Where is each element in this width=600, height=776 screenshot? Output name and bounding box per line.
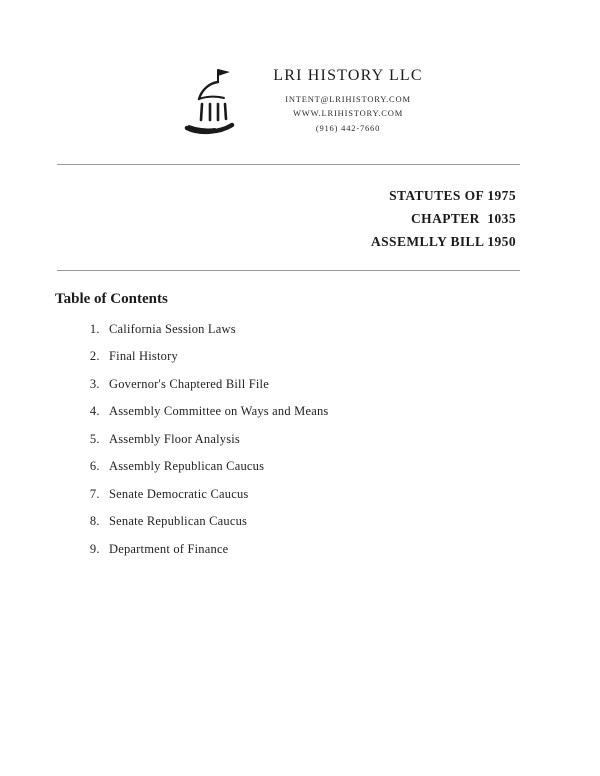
letterhead (0, 0, 600, 140)
toc-item: 1. California Session Laws (103, 322, 600, 337)
toc-title: Table of Contents (55, 290, 168, 307)
chapter-line: CHAPTER 1035 (411, 210, 516, 226)
toc-list (0, 322, 600, 557)
letterhead-text (273, 67, 423, 134)
toc-item: 2. Final History (103, 349, 600, 364)
company-website: WWW.LRIHISTORY.COM (292, 108, 404, 119)
divider-bottom (57, 270, 520, 271)
toc-item: 9. Department of Finance (103, 542, 600, 557)
statutes-line: STATUTES OF 1975 (389, 188, 516, 203)
company-phone: (916) 442-7660 (315, 122, 381, 133)
bill-info (0, 165, 600, 254)
toc-item: 8. Senate Republican Caucus (103, 514, 600, 529)
toc-item: 4. Assembly Committee on Ways and Means (103, 404, 600, 419)
company-email: INTENT@LRIHISTORY.COM (285, 94, 411, 105)
toc-item: 5. Assembly Floor Analysis (103, 432, 600, 447)
toc-item: 3. Governor's Chaptered Bill File (103, 377, 600, 392)
company-name: LRI HISTORY LLC (273, 67, 423, 85)
capitol-logo-icon (177, 62, 239, 140)
assembly-bill-line: ASSEMLLY BILL 1950 (370, 233, 516, 249)
toc-item: 6. Assembly Republican Caucus (103, 459, 600, 474)
toc-item: 7. Senate Democratic Caucus (103, 487, 600, 502)
